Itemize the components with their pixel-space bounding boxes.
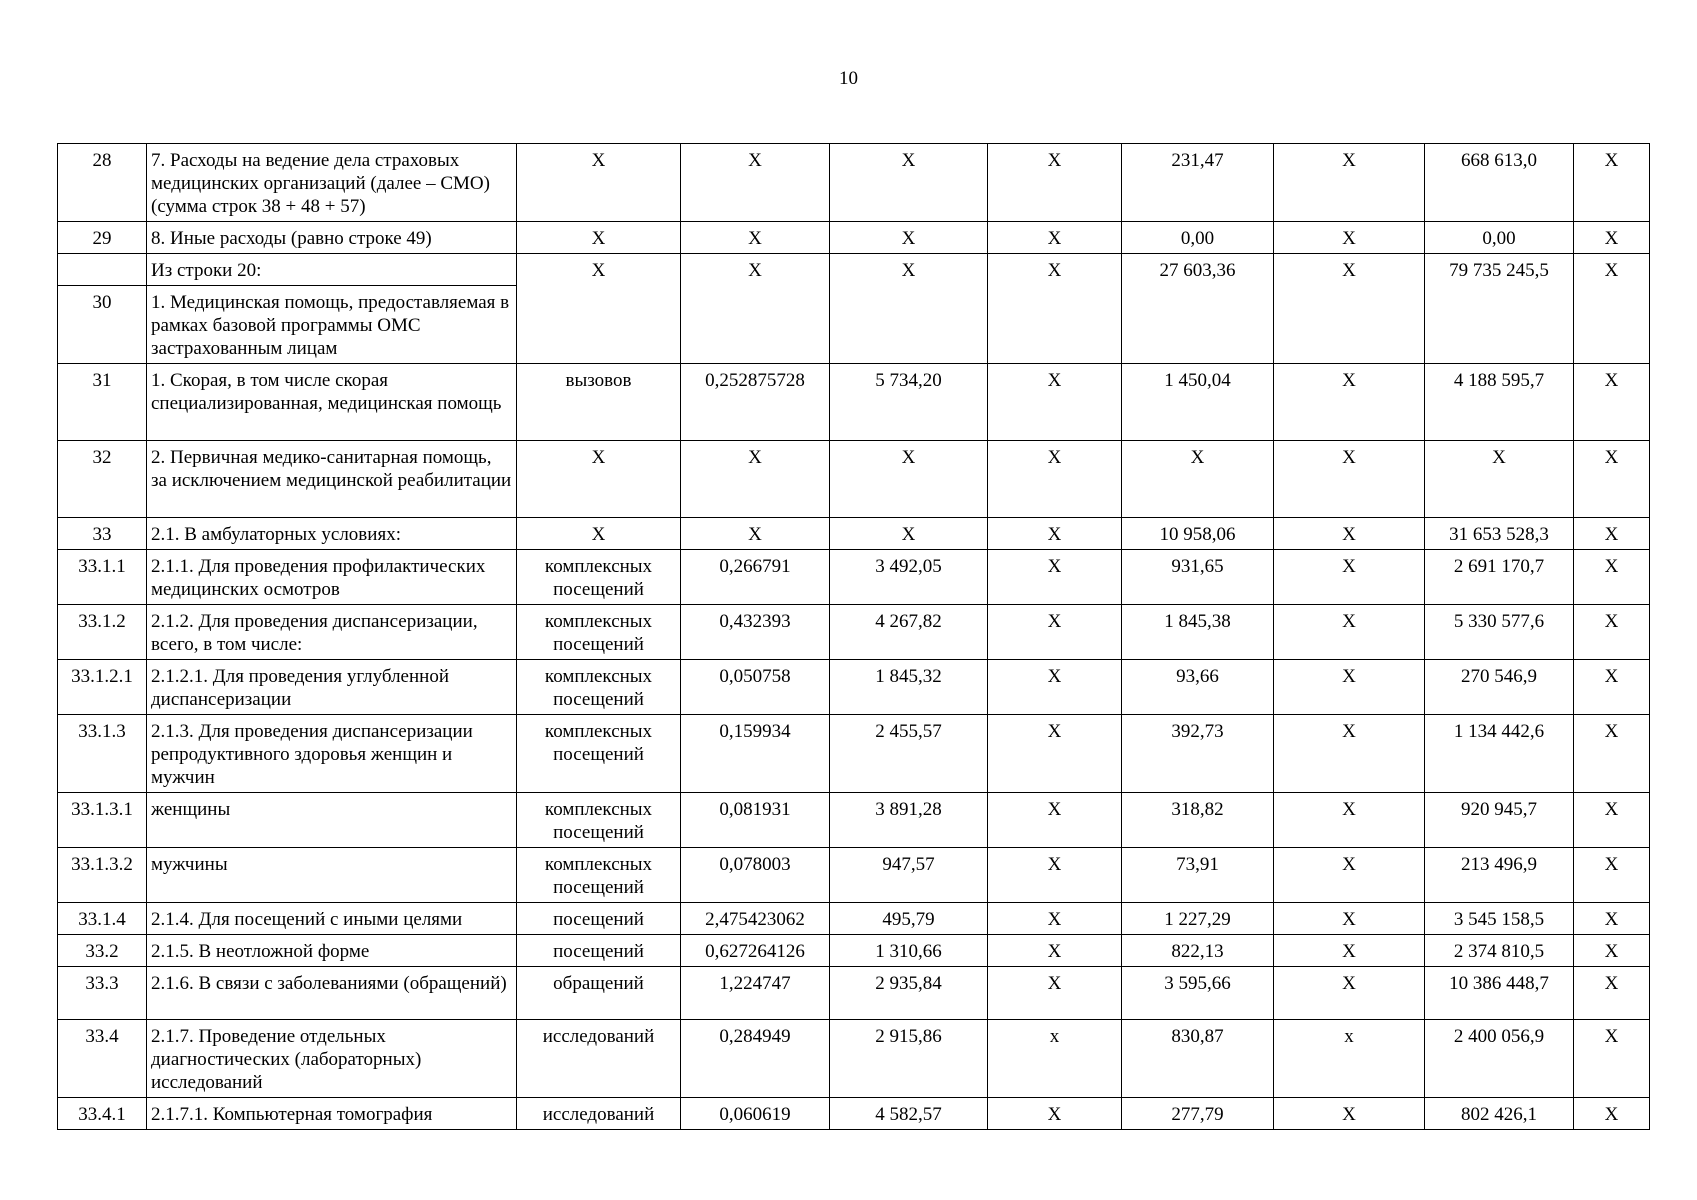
table-cell: X xyxy=(1574,605,1650,660)
row-label: женщины xyxy=(147,793,517,848)
table-cell: X xyxy=(681,518,830,550)
table-cell: исследований xyxy=(517,1098,681,1130)
table-cell: 1 845,38 xyxy=(1122,605,1274,660)
row-number: 33.1.3.2 xyxy=(58,848,147,903)
table-row xyxy=(58,660,1650,715)
row-label: 2. Первичная медико-санитарная помощь, за исключением медицинской реабилитации xyxy=(147,441,517,518)
table-cell: X xyxy=(1574,935,1650,967)
table-cell: 79 735 245,5 xyxy=(1425,254,1574,364)
table-cell: 2 374 810,5 xyxy=(1425,935,1574,967)
table-cell: X xyxy=(1574,1020,1650,1098)
row-label: 2.1.2.1. Для проведения углубленной диспансеризации xyxy=(147,660,517,715)
row-number: 30 xyxy=(58,286,147,364)
table-cell: 1 134 442,6 xyxy=(1425,715,1574,793)
table-cell: X xyxy=(517,254,681,364)
table-cell: 0,060619 xyxy=(681,1098,830,1130)
table-cell: X xyxy=(988,254,1122,364)
table-cell: X xyxy=(988,364,1122,441)
table-cell: 0,284949 xyxy=(681,1020,830,1098)
table-cell: X xyxy=(1274,441,1425,518)
table-cell: 3 545 158,5 xyxy=(1425,903,1574,935)
table-cell: 2 935,84 xyxy=(830,967,988,1020)
table-cell: X xyxy=(1274,848,1425,903)
table-row xyxy=(58,222,1650,254)
table-cell: X xyxy=(988,1098,1122,1130)
table-cell: комплексных посещений xyxy=(517,715,681,793)
table-row xyxy=(58,935,1650,967)
table-cell: 5 734,20 xyxy=(830,364,988,441)
table-row xyxy=(58,793,1650,848)
row-number: 33 xyxy=(58,518,147,550)
row-label: 1. Медицинская помощь, предоставляемая в рамках базовой программы ОМС застрахованным лицам xyxy=(147,286,517,364)
financing-table xyxy=(57,143,1650,1130)
table-row xyxy=(58,550,1650,605)
table-cell: 2 915,86 xyxy=(830,1020,988,1098)
table-cell: 1 450,04 xyxy=(1122,364,1274,441)
table-cell: X xyxy=(988,848,1122,903)
row-label: 2.1.6. В связи с заболеваниями (обращений) xyxy=(147,967,517,1020)
row-number: 33.1.2.1 xyxy=(58,660,147,715)
table-cell: 277,79 xyxy=(1122,1098,1274,1130)
table-cell: вызовов xyxy=(517,364,681,441)
table-cell: 213 496,9 xyxy=(1425,848,1574,903)
table-cell: 392,73 xyxy=(1122,715,1274,793)
table-cell: X xyxy=(1574,848,1650,903)
row-number xyxy=(58,254,147,286)
table-cell: X xyxy=(830,254,988,364)
table-cell: X xyxy=(1274,550,1425,605)
table-cell: обращений xyxy=(517,967,681,1020)
table-cell: 495,79 xyxy=(830,903,988,935)
row-label: 2.1.4. Для посещений с иными целями xyxy=(147,903,517,935)
table-cell: X xyxy=(681,144,830,222)
table-cell: X xyxy=(988,605,1122,660)
table-cell: 947,57 xyxy=(830,848,988,903)
table-cell: 3 595,66 xyxy=(1122,967,1274,1020)
table-row xyxy=(58,518,1650,550)
table-row xyxy=(58,1098,1650,1130)
table-cell: 2,475423062 xyxy=(681,903,830,935)
table-cell: X xyxy=(988,903,1122,935)
table-row xyxy=(58,715,1650,793)
table-cell: X xyxy=(1574,144,1650,222)
table-row xyxy=(58,364,1650,441)
table-cell: X xyxy=(517,144,681,222)
row-label: 1. Скорая, в том числе скорая специализированная, медицинская помощь xyxy=(147,364,517,441)
table-cell: X xyxy=(1122,441,1274,518)
table-cell: 1 310,66 xyxy=(830,935,988,967)
row-number: 33.1.3.1 xyxy=(58,793,147,848)
row-label: 2.1.1. Для проведения профилактических медицинских осмотров xyxy=(147,550,517,605)
row-number: 31 xyxy=(58,364,147,441)
row-number: 33.1.1 xyxy=(58,550,147,605)
row-number: 32 xyxy=(58,441,147,518)
table-row xyxy=(58,967,1650,1020)
table-cell: 31 653 528,3 xyxy=(1425,518,1574,550)
table-cell: посещений xyxy=(517,903,681,935)
table-cell: X xyxy=(988,715,1122,793)
row-label: 8. Иные расходы (равно строке 49) xyxy=(147,222,517,254)
table-cell: исследований xyxy=(517,1020,681,1098)
table-cell: X xyxy=(1274,793,1425,848)
table-cell: 0,627264126 xyxy=(681,935,830,967)
table-cell: X xyxy=(988,967,1122,1020)
table-cell: X xyxy=(1574,967,1650,1020)
table-cell: 931,65 xyxy=(1122,550,1274,605)
table-cell: 4 267,82 xyxy=(830,605,988,660)
table-cell: X xyxy=(1425,441,1574,518)
row-number: 33.3 xyxy=(58,967,147,1020)
table-cell: 0,00 xyxy=(1425,222,1574,254)
table-cell: 1 845,32 xyxy=(830,660,988,715)
row-number: 33.1.2 xyxy=(58,605,147,660)
table-cell: 830,87 xyxy=(1122,1020,1274,1098)
table-cell: X xyxy=(1574,1098,1650,1130)
table-cell: X xyxy=(1274,1098,1425,1130)
table-cell: 10 386 448,7 xyxy=(1425,967,1574,1020)
table-cell: X xyxy=(1274,903,1425,935)
table-cell: 93,66 xyxy=(1122,660,1274,715)
table-cell: 5 330 577,6 xyxy=(1425,605,1574,660)
table-cell: X xyxy=(1274,935,1425,967)
table-cell: 3 492,05 xyxy=(830,550,988,605)
table-cell: X xyxy=(988,550,1122,605)
table-cell: X xyxy=(1574,254,1650,364)
table-cell: X xyxy=(988,441,1122,518)
table-cell: 920 945,7 xyxy=(1425,793,1574,848)
table-cell: 1,224747 xyxy=(681,967,830,1020)
table-cell: 0,081931 xyxy=(681,793,830,848)
row-label: 2.1.2. Для проведения диспансеризации, всего, в том числе: xyxy=(147,605,517,660)
table-cell: X xyxy=(988,660,1122,715)
table-cell: комплексных посещений xyxy=(517,660,681,715)
table-cell: комплексных посещений xyxy=(517,793,681,848)
table-cell: 231,47 xyxy=(1122,144,1274,222)
table-cell: 4 582,57 xyxy=(830,1098,988,1130)
table-cell: 4 188 595,7 xyxy=(1425,364,1574,441)
table-cell: 2 691 170,7 xyxy=(1425,550,1574,605)
table-cell: X xyxy=(830,144,988,222)
table-cell: X xyxy=(1574,660,1650,715)
table-cell: 802 426,1 xyxy=(1425,1098,1574,1130)
table-cell: комплексных посещений xyxy=(517,605,681,660)
table-cell: X xyxy=(1574,518,1650,550)
table-row xyxy=(58,605,1650,660)
table-cell: 2 455,57 xyxy=(830,715,988,793)
table-cell: X xyxy=(1574,441,1650,518)
table-row xyxy=(58,144,1650,222)
row-label: 2.1. В амбулаторных условиях: xyxy=(147,518,517,550)
table-cell: 270 546,9 xyxy=(1425,660,1574,715)
table-cell: X xyxy=(681,441,830,518)
table-cell: X xyxy=(988,222,1122,254)
table-cell: X xyxy=(1274,660,1425,715)
table-cell: X xyxy=(1274,605,1425,660)
table-cell: X xyxy=(517,518,681,550)
table-cell: X xyxy=(988,144,1122,222)
table-cell: X xyxy=(1574,222,1650,254)
row-number: 33.1.4 xyxy=(58,903,147,935)
table-cell: X xyxy=(1574,903,1650,935)
row-label: 2.1.7. Проведение отдельных диагностических (лабораторных) исследований xyxy=(147,1020,517,1098)
table-cell: 1 227,29 xyxy=(1122,903,1274,935)
table-cell: 10 958,06 xyxy=(1122,518,1274,550)
table-cell: комплексных посещений xyxy=(517,550,681,605)
table-cell: X xyxy=(1274,222,1425,254)
row-number: 33.4.1 xyxy=(58,1098,147,1130)
table-row xyxy=(58,1020,1650,1098)
table-cell: X xyxy=(1274,518,1425,550)
row-number: 33.2 xyxy=(58,935,147,967)
table-cell: 27 603,36 xyxy=(1122,254,1274,364)
table-cell: 0,266791 xyxy=(681,550,830,605)
row-number: 33.1.3 xyxy=(58,715,147,793)
table-cell: 318,82 xyxy=(1122,793,1274,848)
table-cell: 822,13 xyxy=(1122,935,1274,967)
table-cell: 0,252875728 xyxy=(681,364,830,441)
table-cell: комплексных посещений xyxy=(517,848,681,903)
table-cell: X xyxy=(1274,715,1425,793)
table-cell: X xyxy=(1274,144,1425,222)
table-cell: X xyxy=(517,441,681,518)
row-label: 7. Расходы на ведение дела страховых медицинских организаций (далее – СМО) (сумма строк 38 + 48 + 57) xyxy=(147,144,517,222)
table-cell: x xyxy=(988,1020,1122,1098)
table-cell: X xyxy=(1574,550,1650,605)
table-cell: X xyxy=(830,222,988,254)
row-number: 28 xyxy=(58,144,147,222)
table-cell: 668 613,0 xyxy=(1425,144,1574,222)
table-cell: X xyxy=(681,254,830,364)
table-cell: посещений xyxy=(517,935,681,967)
table-cell: X xyxy=(681,222,830,254)
row-label: мужчины xyxy=(147,848,517,903)
table-row xyxy=(58,903,1650,935)
table-cell: 0,432393 xyxy=(681,605,830,660)
row-label: Из строки 20: xyxy=(147,254,517,286)
table-cell: 0,050758 xyxy=(681,660,830,715)
table-row xyxy=(58,254,1650,286)
table-cell: X xyxy=(988,935,1122,967)
table-cell: X xyxy=(1274,364,1425,441)
table-cell: x xyxy=(1274,1020,1425,1098)
row-label: 2.1.3. Для проведения диспансеризации репродуктивного здоровья женщин и мужчин xyxy=(147,715,517,793)
table-cell: X xyxy=(988,793,1122,848)
table-cell: X xyxy=(830,441,988,518)
table-cell: 0,078003 xyxy=(681,848,830,903)
table-cell: X xyxy=(1574,364,1650,441)
table-cell: X xyxy=(1274,254,1425,364)
row-label: 2.1.5. В неотложной форме xyxy=(147,935,517,967)
table-cell: X xyxy=(830,518,988,550)
table-cell: 0,159934 xyxy=(681,715,830,793)
table-cell: 0,00 xyxy=(1122,222,1274,254)
page-number: 10 xyxy=(839,68,858,89)
row-label: 2.1.7.1. Компьютерная томография xyxy=(147,1098,517,1130)
row-number: 33.4 xyxy=(58,1020,147,1098)
table-row xyxy=(58,848,1650,903)
table-cell: X xyxy=(1274,967,1425,1020)
table-cell: X xyxy=(988,518,1122,550)
row-number: 29 xyxy=(58,222,147,254)
table-cell: 2 400 056,9 xyxy=(1425,1020,1574,1098)
table-cell: X xyxy=(517,222,681,254)
table-row xyxy=(58,441,1650,518)
table-cell: 3 891,28 xyxy=(830,793,988,848)
table-cell: 73,91 xyxy=(1122,848,1274,903)
table-cell: X xyxy=(1574,793,1650,848)
table-cell: X xyxy=(1574,715,1650,793)
